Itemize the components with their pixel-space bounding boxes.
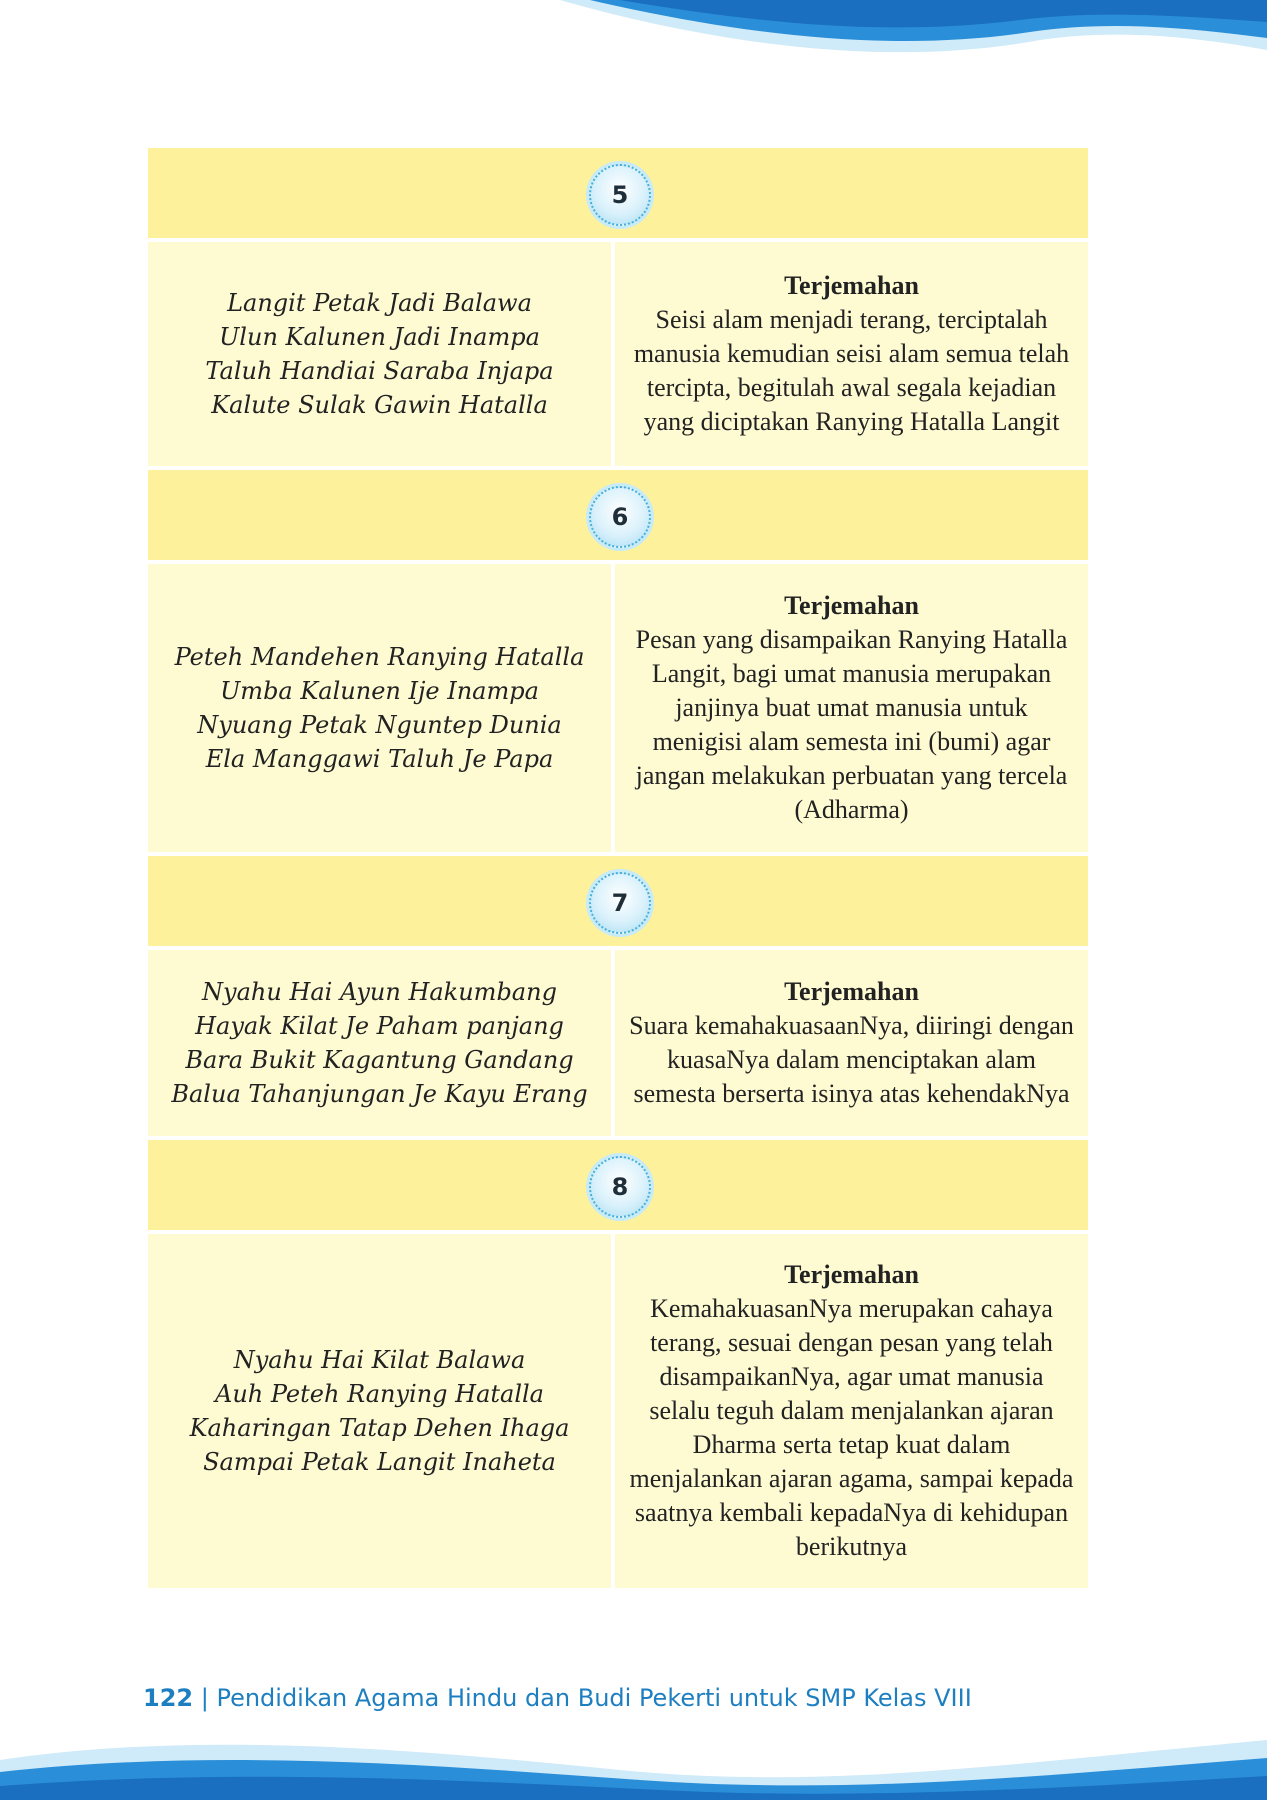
section-row-7 [148, 950, 1088, 1140]
poem-cell [148, 564, 615, 852]
section-header-7 [148, 856, 1088, 950]
translation-cell [615, 242, 1088, 466]
poem-text: Nyahu Hai Kilat Balawa Auh Peteh Ranying Hatalla Kaharingan Tatap Dehen Ihaga Sampai Petak Langit Inaheta [189, 1346, 570, 1476]
translation-title: Terjemahan [784, 977, 919, 1006]
section-number-badge: 5 [589, 164, 651, 226]
poem-cell [148, 242, 615, 466]
translation-text: Pesan yang disampaikan Ranying Hatalla Langit, bagi umat manusia merupakan janjinya buat umat manusia untuk menigisi alam semesta ini (bumi) agar jangan melakukan perbuatan yang tercela (Adharma) [635, 625, 1068, 824]
section-header-6 [148, 470, 1088, 564]
translation-text: Suara kemahakuasaanNya, diiringi dengan kuasaNya dalam menciptakan alam semesta berserta isinya atas kehendakNya [629, 1011, 1074, 1108]
bottom-wave-decoration [0, 1710, 1267, 1800]
translation-title: Terjemahan [784, 271, 919, 300]
section-header-8 [148, 1140, 1088, 1234]
page-number: 122 [143, 1684, 194, 1712]
translation-title: Terjemahan [784, 591, 919, 620]
section-row-6 [148, 564, 1088, 856]
translation-cell [615, 1234, 1088, 1588]
section-number-badge: 7 [589, 872, 651, 934]
poem-text: Nyahu Hai Ayun Hakumbang Hayak Kilat Je Paham panjang Bara Bukit Kagantung Gandang Balua Tahanjungan Je Kayu Erang [171, 978, 588, 1108]
poem-text: Langit Petak Jadi Balawa Ulun Kalunen Jadi Inampa Taluh Handiai Saraba Injapa Kalute Sulak Gawin Hatalla [205, 289, 554, 419]
poem-cell [148, 1234, 615, 1588]
translation-text: KemahakuasanNya merupakan cahaya terang, sesuai dengan pesan yang telah disampaikanNya, agar umat manusia selalu teguh dalam menjalankan ajaran Dharma serta tetap kuat dalam menjalankan ajaran agama, sampai kepada saatnya kembali kepadaNya di kehidupan berikutnya [629, 1294, 1074, 1561]
section-row-8 [148, 1234, 1088, 1588]
section-number-badge: 8 [589, 1156, 651, 1218]
top-wave-decoration [0, 0, 1267, 70]
book-title: Pendidikan Agama Hindu dan Budi Pekerti untuk SMP Kelas VIII [216, 1684, 972, 1712]
translation-cell [615, 564, 1088, 852]
translation-cell [615, 950, 1088, 1136]
footer-separator: | [193, 1684, 217, 1712]
poem-text: Peteh Mandehen Ranying Hatalla Umba Kalunen Ije Inampa Nyuang Petak Nguntep Dunia Ela Manggawi Taluh Je Papa [174, 643, 585, 773]
section-number-badge: 6 [589, 486, 651, 548]
section-header-5 [148, 148, 1088, 242]
poem-cell [148, 950, 615, 1136]
translation-text: Seisi alam menjadi terang, terciptalah manusia kemudian seisi alam semua telah tercipta, begitulah awal segala kejadian yang diciptakan Ranying Hatalla Langit [633, 305, 1070, 436]
translation-title: Terjemahan [784, 1260, 919, 1289]
page-footer [143, 1684, 1143, 1712]
section-row-5 [148, 242, 1088, 470]
poem-translation-table [148, 148, 1088, 1588]
